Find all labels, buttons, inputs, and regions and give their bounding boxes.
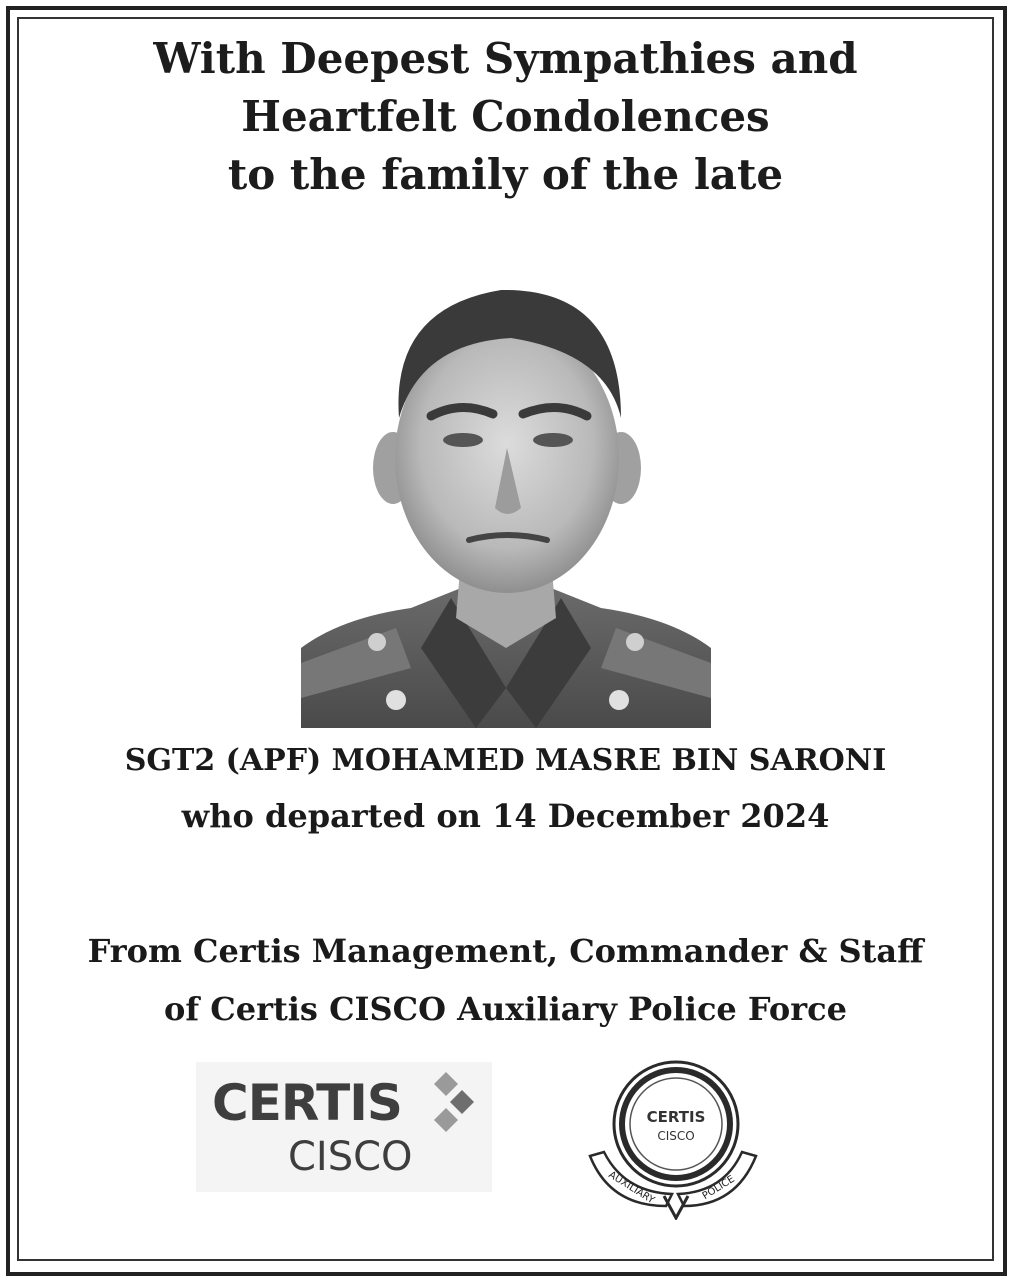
diamond-mark-icon bbox=[428, 1068, 484, 1148]
certis-logo-sub: CISCO bbox=[288, 1134, 413, 1180]
headline-line-3: to the family of the late bbox=[227, 150, 784, 199]
headline-line-2: Heartfelt Condolences bbox=[241, 92, 770, 141]
headline-line-1: With Deepest Sympathies and bbox=[153, 34, 858, 83]
from-message bbox=[0, 922, 1011, 1038]
certis-logo-brand: CERTIS bbox=[212, 1074, 402, 1132]
auxiliary-police-seal bbox=[580, 1056, 766, 1220]
departed-date: who departed on 14 December 2024 bbox=[181, 797, 830, 835]
from-line-2: of Certis CISCO Auxiliary Police Force bbox=[164, 990, 847, 1028]
deceased-name: SGT2 (APF) MOHAMED MASRE BIN SARONI bbox=[124, 743, 887, 778]
seal-middle-text: CISCO bbox=[657, 1129, 695, 1143]
seal-top-text: CERTIS bbox=[646, 1108, 706, 1126]
seal-ribbon-right: POLICE bbox=[700, 1173, 737, 1203]
from-line-1: From Certis Management, Commander & Staff bbox=[87, 932, 924, 970]
seal-ribbon-left: AUXILIARY bbox=[606, 1169, 657, 1207]
certis-cisco-logo bbox=[196, 1062, 492, 1192]
condolence-headline bbox=[0, 30, 1011, 204]
portrait-photo bbox=[301, 268, 711, 728]
